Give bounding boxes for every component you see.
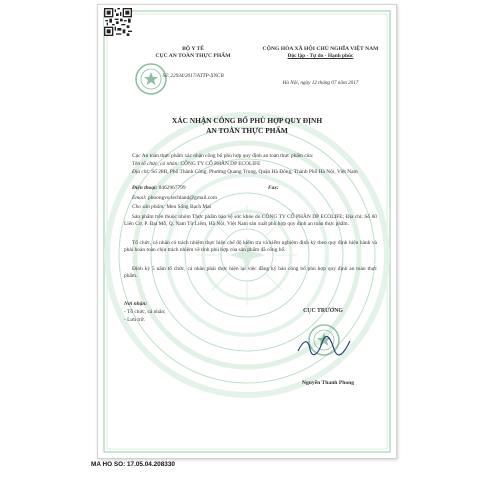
republic-name: CỘNG HÒA XÃ HỘI CHỦ NGHĨA VIỆT NAM [262, 46, 379, 52]
official-seal-icon [134, 62, 168, 96]
recipient-item: - Tổ chức, cá nhân; [124, 309, 166, 315]
national-motto: Độc lập - Tự do - Hạnh phúc [287, 53, 354, 59]
qr-code-icon [104, 8, 132, 36]
email-label: Email: [132, 195, 147, 201]
signatory-title: CỤC TRƯỞNG [303, 308, 343, 314]
address-label: Địa chỉ: [132, 169, 150, 175]
ministry-name: BỘ Y TẾ [182, 46, 204, 52]
certificate-page [97, 4, 397, 459]
place-and-date: Hà Nội, ngày 12 tháng 07 năm 2017 [282, 80, 359, 86]
fax-label: Fax: [268, 185, 279, 191]
phone-value: 0462967799 [158, 185, 186, 191]
intro-text: Cục An toàn thực phẩm xác nhận công bố phù hợp quy định an toàn thực phẩm của: [132, 153, 314, 159]
org-row [132, 161, 377, 168]
product-row [132, 204, 377, 211]
recipients-label: Nơi nhận: [124, 301, 148, 307]
paragraph-2: Tổ chức, cá nhân có trách nhiệm thực hiện chế độ kiểm tra và kiểm nghiệm định kỳ theo quy định hiện hành và phải hoàn toàn chịu trách nhiệm về tính phù hợp của sản phẩm đã công bố. [124, 240, 377, 253]
document-title-line1: XÁC NHẬN CÔNG BỐ PHÙ HỢP QUY ĐỊNH [171, 116, 323, 125]
product-label: Cho sản phẩm: [132, 204, 165, 210]
signature-scribble-icon [294, 335, 354, 357]
document-title-line2: AN TOÀN THỰC PHẨM [206, 126, 288, 135]
dossier-code: MA HO SO: 17.05.04.208330 [91, 461, 175, 468]
department-name: CỤC AN TOÀN THỰC PHẨM [155, 53, 231, 59]
phone-label: Điện thoại: [132, 185, 158, 191]
signatory-name: Nguyễn Thanh Phong [301, 380, 355, 386]
org-value: CÔNG TY CỔ PHẦN DP ECOLIFE [180, 161, 261, 167]
email-row [132, 195, 377, 202]
product-value: Men Sống Bạch Mai [166, 204, 212, 210]
paragraph-3: Định kỳ 5 năm tổ chức, cá nhân phải thực hiện lại việc đăng ký bản công bố phù hợp quy định an toàn thực phẩm. [124, 266, 377, 279]
phone-row [132, 185, 377, 192]
paragraph-1: Sản phẩm trên thuộc nhóm Thực phẩm bảo vệ sức khỏe do CÔNG TY CỔ PHẦN DP ECOLIFE; Địa chỉ: Số 60 Liên Cơ, P. Đại Mỗ, Q. Nam Từ Liêm, Hà Nội, Việt Nam sản xuất phù hợp quy định an toàn thực phẩm. [124, 214, 377, 227]
org-label: Tên tổ chức, cá nhân: [132, 161, 180, 167]
email-value: phuongvu.techland@gmail.com [148, 195, 218, 201]
recipient-item: - Lưu trữ. [124, 317, 145, 323]
document-number: Số: 22934/2017/ATTP-XNCB [162, 73, 224, 79]
address-value: Số 28B, Phố Thành Công, Phường Quang Trung, Quận Hà Đông, Thành Phố Hà Nội, Việt Nam [151, 169, 358, 175]
address-row [124, 169, 377, 176]
